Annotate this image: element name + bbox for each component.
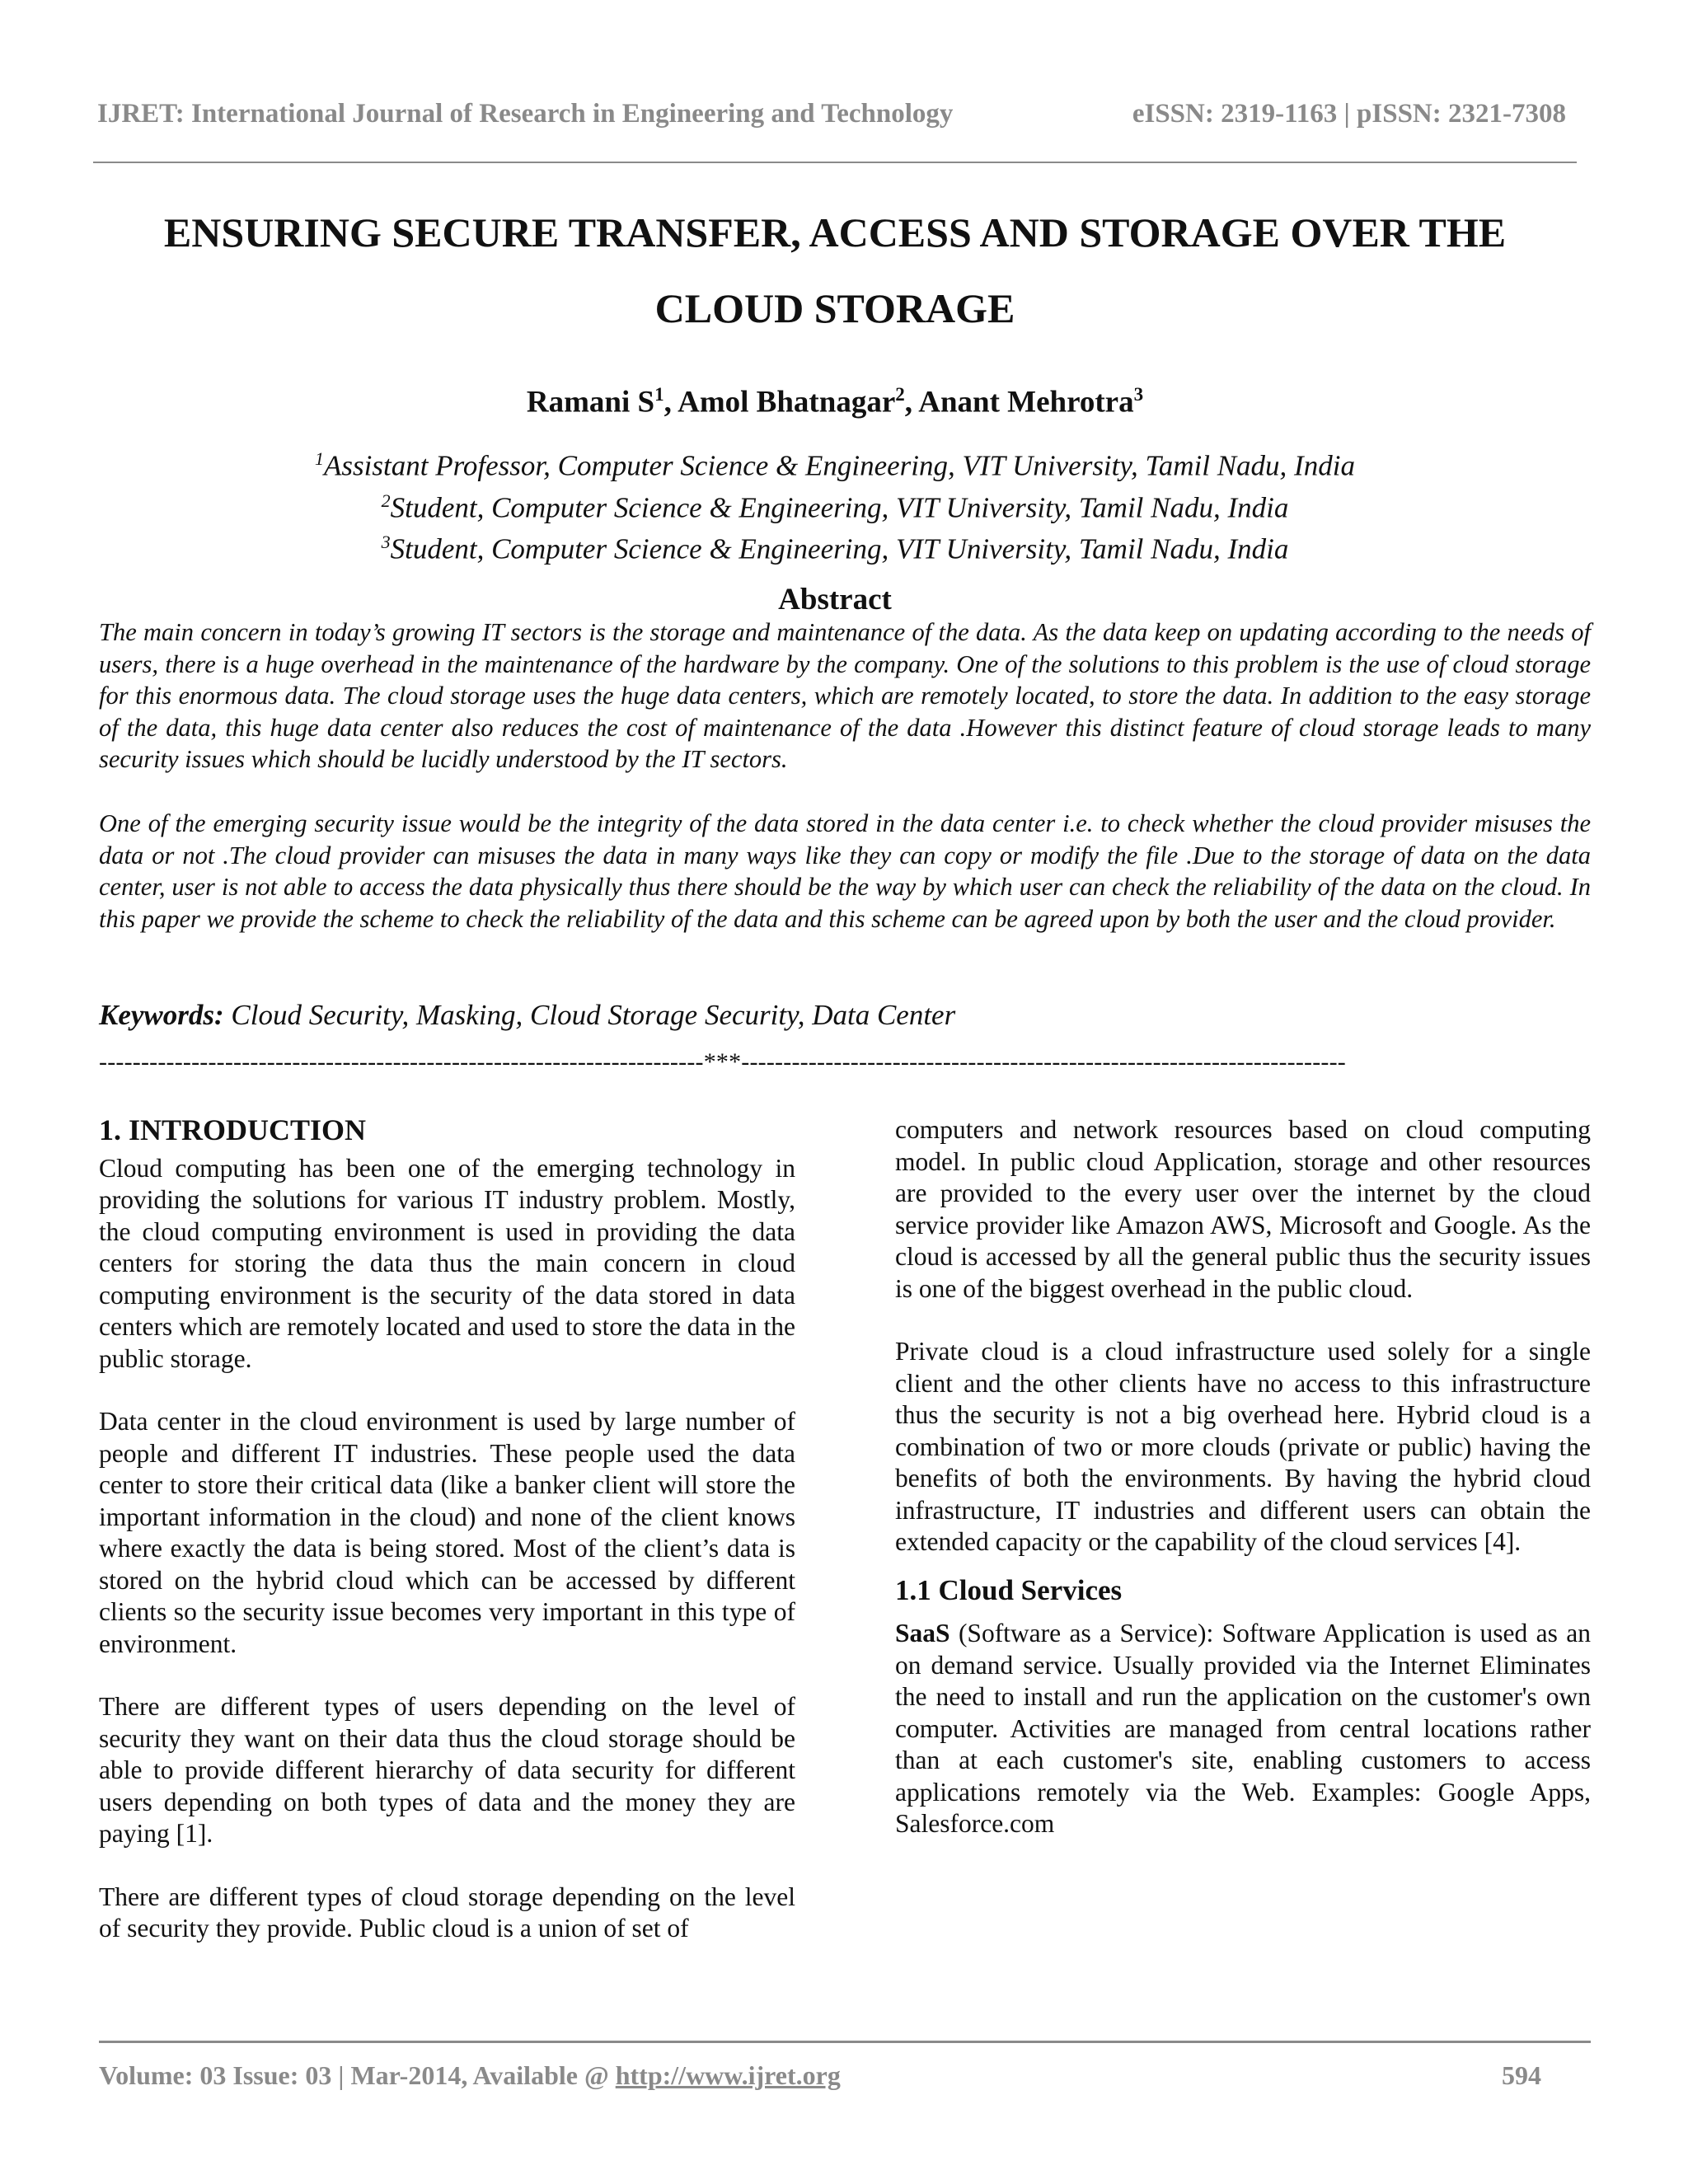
affiliation [93, 484, 1577, 526]
abstract-paragraph-1: The main concern in today’s growing IT sectors is the storage and maintenance of the data. As the data keep on updating according to the needs of users, there is a huge overhead in the maintenance of the hardware by the company. One of the solutions to this problem is the use of cloud storage for this enormous data. The cloud storage uses the huge data centers, which are remotely located, to store the data. In addition to the easy storage of the data, this huge data center also reduces the cost of maintenance of the data .However this distinct feature of cloud storage leads to many security issues which should be lucidly understood by the IT sectors. [99, 618, 1591, 773]
author-sup: 3 [1133, 384, 1144, 405]
author-list [93, 384, 1577, 419]
saas-label: SaaS [895, 1619, 950, 1647]
keywords-label: Keywords: [99, 999, 224, 1031]
footer-volume [99, 2060, 841, 2091]
author-sep: , [904, 385, 919, 419]
intro-paragraph-3: There are different types of users depending on the level of security they want on their data thus the cloud storage should be able to provide different hierarchy of data security for different users depending on both types of data and the money they are paying [1]. [99, 1692, 795, 1848]
intro-paragraph-1: Cloud computing has been one of the emerging technology in providing the solutions for various IT industry problem. Mostly, the cloud computing environment is used in providing the data centers for storing the data thus the main concern in cloud computing environment is the security of the data stored in data centers which are remotely located and used to store the data in the public storage. [99, 1153, 795, 1373]
title-line-2: CLOUD STORAGE [654, 285, 1015, 331]
left-column [99, 1114, 795, 1945]
title-line-1: ENSURING SECURE TRANSFER, ACCESS AND STORAGE OVER THE [163, 209, 1507, 255]
affiliation-list [93, 442, 1577, 567]
section-separator: ------------------------------------------------------------------------***------------------------------------------------------------------------ [99, 1048, 1346, 1076]
page-number: 594 [1502, 2060, 1541, 2090]
intro-paragraph-4: There are different types of cloud storage depending on the level of security they provide. Public cloud is a union of set of [99, 1882, 795, 1943]
right-column [895, 1114, 1591, 1840]
affiliation-text: Student, Computer Science & Engineering, VIT University, Tamil Nadu, India [390, 532, 1289, 565]
section-heading-introduction: 1. INTRODUCTION [99, 1113, 367, 1146]
affiliation-sup: 3 [381, 532, 391, 553]
intro-paragraph-2: Data center in the cloud environment is used by large number of people and different IT industries. These people used the data center to store their critical data (like a banker client will store the important information in the cloud) and none of the client knows where exactly the data is being stored. Most of the client’s data is stored on the hybrid cloud which can be accessed by different clients so the security issue becomes very important in this type of environment. [99, 1407, 795, 1658]
section-heading-cloud-services: 1.1 Cloud Services [895, 1573, 1123, 1606]
author-sup: 1 [654, 384, 664, 405]
keywords-text: Cloud Security, Masking, Cloud Storage Security, Data Center [223, 999, 956, 1031]
saas-text: (Software as a Service): Software Application is used as an on demand service. Usually provided via the Internet Eliminates the need to install and run the application on the customer's own computer. Activities are managed from central locations rather than at each customer's site, enabling customers to access applications remotely via the Web. Examples: Google Apps, Salesforce.com [895, 1619, 1591, 1838]
footer-volume-text: Volume: 03 Issue: 03 | Mar-2014, Available @ [99, 2060, 616, 2090]
author-sup: 2 [895, 384, 905, 405]
author-sep: , [663, 385, 678, 419]
saas-paragraph [895, 1618, 1591, 1840]
affiliation [93, 525, 1577, 567]
author-name: Ramani S [526, 385, 655, 419]
author-name: Amol Bhatnagar [678, 385, 896, 419]
footer-rule [99, 2041, 1591, 2043]
affiliation [93, 442, 1577, 484]
header-rule [93, 162, 1577, 163]
affiliation-sup: 2 [381, 490, 391, 511]
affiliation-sup: 1 [315, 448, 325, 469]
right-paragraph-2: Private cloud is a cloud infrastructure used solely for a single client and the other clients have no access to this infrastructure thus the security is not a big overhead here. Hybrid cloud is a combination of two or more clouds (private or public) having the benefits of both the environments. By having the hybrid cloud infrastructure, IT industries and different users can obtain the extended capacity or the capability of the cloud services [4]. [895, 1337, 1591, 1556]
keywords [99, 999, 955, 1032]
affiliation-text: Assistant Professor, Computer Science & Engineering, VIT University, Tamil Nadu, India [324, 449, 1355, 482]
affiliation-text: Student, Computer Science & Engineering, VIT University, Tamil Nadu, India [390, 491, 1289, 524]
right-paragraph-1: computers and network resources based on cloud computing model. In public cloud Application, storage and other resources are provided to the every user over the internet by the cloud service provider like Amazon AWS, Microsoft and Google. As the cloud is accessed by all the general public thus the security issues is one of the biggest overhead in the public cloud. [895, 1115, 1591, 1303]
abstract-heading: Abstract [778, 583, 892, 616]
author-name: Anant Mehrotra [918, 385, 1134, 419]
abstract-paragraph-2: One of the emerging security issue would be the integrity of the data stored in the data center i.e. to check whether the cloud provider misuses the data or not .The cloud provider can misuses the data in many ways like they can copy or modify the file .Due to the storage of data on the data center, user is not able to access the data physically thus there should be the way by which user can check the reliability of the data on the cloud. In this paper we provide the scheme to check the reliability of the data and this scheme can be agreed upon by both the user and the cloud provider. [99, 809, 1591, 933]
issn-header: eISSN: 2319-1163 | pISSN: 2321-7308 [1132, 99, 1566, 129]
paper-title [93, 194, 1577, 346]
journal-header: IJRET: International Journal of Research in Engineering and Technology [97, 99, 954, 129]
footer-link[interactable]: http://www.ijret.org [615, 2060, 841, 2090]
